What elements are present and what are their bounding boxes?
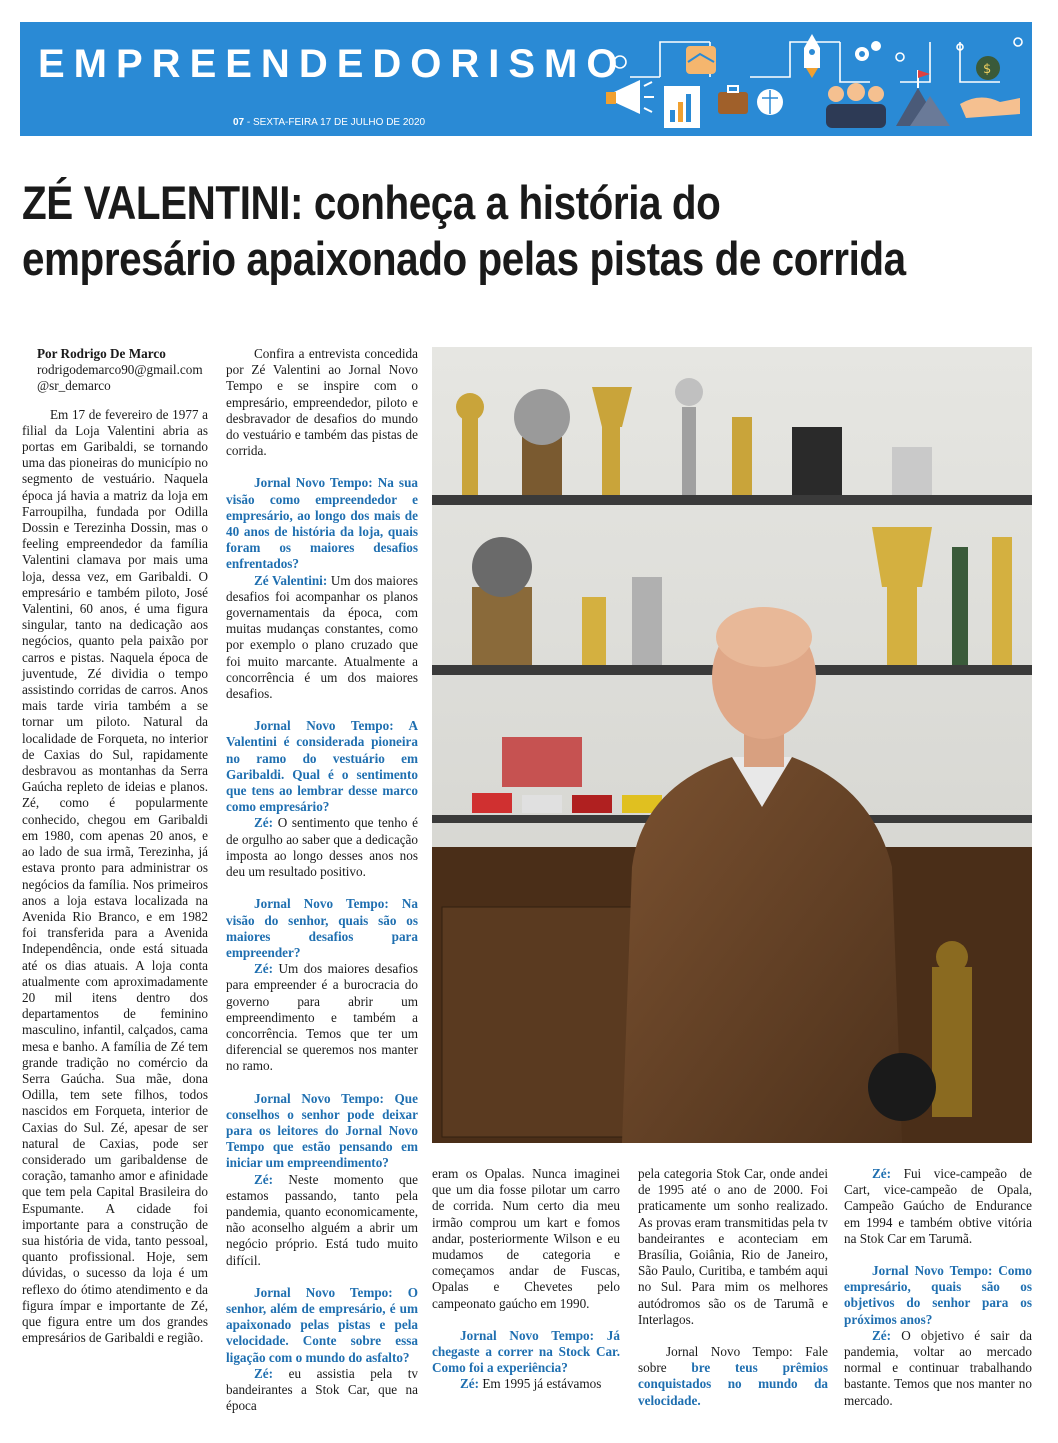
answer-5: Zé: eu assistia pela tv bandeirantes a Stok Car, que na época	[226, 1365, 418, 1414]
answer-3: Zé: Um dos maiores desafios para empreender é a burocracia do governo para abrir um empreendimento e também a concorrência. Temos que ter um diferencial se queremos nos manter no ramo.	[226, 961, 419, 1074]
question-2: Jornal Novo Tempo: A Valentini é considerada pioneira no ramo do vestuário em Garibaldi. Qual é o sentimento que tens ao lembrar desse marco como empresário?	[226, 718, 418, 815]
question-6: Jornal Novo Tempo: Já chegaste a correr na Stock Car. Como foi a experiência?	[432, 1327, 620, 1376]
column-5	[844, 1166, 1032, 1409]
question-1: Jornal Novo Tempo: Na sua visão como empreendedor e empresário, ao longo dos mais de 40 anos de história da loja, quais foram os maiores desafios enfrentados?	[226, 475, 418, 572]
chart-icon	[664, 86, 700, 128]
column-3	[432, 1166, 620, 1393]
question-7: Jornal Novo Tempo: Fale sobre bre teus prêmios conquistados no mundo da velocidade.	[638, 1344, 828, 1408]
interview-intro: Confira a entrevista concedida por Zé Valentini ao Jornal Novo Tempo e se inspire com o empresário, empreendedor, piloto e desbravador de desafios do mundo do vestuário e também das pistas de corrida.	[226, 346, 418, 459]
headline	[22, 175, 1037, 287]
answer-6-continued: pela categoria Stok Car, onde andei de 1995 até o ano de 2000. Foi praticamente um sonho realizado. As provas eram transmitidas pela tv bandeirantes e aconteciam em Brasília, Goiânia, Rio de Janeiro, São Paulo, Curitiba, e também aqui no Sul. Para mim os melhores autódromos são os de Tarumã e Interlagos.	[638, 1166, 828, 1327]
byline-email: rodrigodemarco90@gmail.com	[37, 362, 203, 378]
handshake-icon	[686, 46, 716, 74]
team-icon	[826, 83, 886, 128]
svg-text:$: $	[983, 62, 992, 77]
rocket-icon	[804, 34, 820, 78]
column-2	[226, 346, 418, 1414]
headline-line-2: empresário apaixonado pelas pistas de corrida	[22, 232, 906, 285]
article-lead: Em 17 de fevereiro de 1977 a filial da Loja Valentini abria as portas em Garibaldi, se tornando uma das pioneiras do município no segmento de vestuário. Naquela época já havia a matriz da loja em Farroupilha, fundada por Odilla Dossin e Terezinha Dossin, mas o feeling empreendedor da família Valentini clamava por mais uma loja, dessa vez, em Garibaldi. O empresário e também piloto, José Valentini, 60 anos, é uma figura singular, tanto na dedicação aos negócios, quanto pela paixão por carros e pistas. Naquela época de juventude, Zé dividia o tempo assistindo corridas de carros. Anos mais tarde viria também a se tornar um piloto. Natural da localidade de Forqueta, no interior de Caxias do Sul, rapidamente desbravou as montanhas da Serra Gaúcha repleto de ideias e planos. Zé, como é popularmente conhecido, chegou em Garibaldi em 1980, com apenas 20 anos, e ao lado de sua irmã, Terezinha, já estava pronto para administrar os negócios da família. Nos primeiros anos a loja estava localizada na Avenida Rio Branco, e em 1982 foi transferida para a Avenida Independência, onde está situada até os dias atuais. A loja conta atualmente com aproximadamente 20 mil itens dentro dos departamentos de feminino masculino, infantil, calçados, cama mesa e banho. A família de Zé tem grande tradição no comércio da Serra Gaúcha. Sua mãe, dona Odilla, tem sete filhos, todos nascidos em Forqueta, interior de Caxias do Sul. Zé, apesar de ser natural de Caxias, pode ser considerado um garibaldense de coração, tamanho amor e afinidade que tem pela Capital Brasileira do Espumante. A cidade foi importante para a construção de sua história de vida, tanto pessoal, quanto profissional. Hoje, sem dúvidas, o sucesso da loja é um reflexo do ótimo atendimento e da figura ímpar e importante de Zé, que figura entre um dos grandes empresários de Garibaldi e região.	[22, 406, 208, 1346]
banner-illustration	[600, 22, 1032, 136]
mountain-flag-icon	[896, 70, 950, 126]
answer-2: Zé: O sentimento que tenho é de orgulho ao saber que a dedicação imposta ao longo desses anos nos deu um resultado positivo.	[226, 815, 418, 880]
question-5: Jornal Novo Tempo: O senhor, além de empresário, é um apaixonado pelas pistas e pela velocidade. Conte sobre essa ligação com o mundo do asfalto?	[226, 1284, 418, 1365]
gears-icon	[855, 41, 881, 61]
answer-1: Zé Valentini: Um dos maiores desafios foi acompanhar os planos governamentais da época, com muitas mudanças constantes, como por exemplo o plano cruzado que foi muito marcante. Atualmente a concorrência é um dos maiores desafios.	[226, 572, 418, 702]
dateline	[233, 117, 425, 128]
answer-6: Zé: Em 1995 já estávamos	[460, 1376, 602, 1392]
answer-4: Zé: Neste momento que estamos passando, tanto pela pandemia, quanto economicamente, não aconselho alguém a abrir um negócio próprio. Está tudo muito difícil.	[226, 1171, 418, 1268]
byline-handle: @sr_demarco	[37, 378, 111, 394]
question-3: Jornal Novo Tempo: Na visão do senhor, quais são os maiores desafios para empreender?	[226, 896, 418, 960]
portrait-photo	[432, 347, 1032, 1143]
briefcase-icon	[718, 86, 748, 114]
page-number: 07	[233, 117, 245, 128]
column-4	[638, 1166, 828, 1409]
question-8: Jornal Novo Tempo: Como empresário, quais são os objetivos do senhor para os próximos anos?	[844, 1263, 1032, 1327]
date-text: - SEXTA-FEIRA 17 DE JULHO DE 2020	[246, 117, 426, 128]
megaphone-icon	[606, 80, 654, 114]
question-4: Jornal Novo Tempo: Que conselhos o senhor pode deixar para os leitores do Jornal Novo Tempo que estão pensando em iniciar um empreendimento?	[226, 1090, 418, 1171]
column-1	[22, 346, 208, 1346]
brain-icon	[757, 89, 783, 115]
section-title: EMPREENDEDORISMO	[38, 42, 627, 86]
money-hand-icon	[960, 56, 1020, 118]
answer-8: Zé: O objetivo é sair da pandemia, voltar ao mercado normal e continuar trabalhando bastante. Temos que nos manter no mercado.	[844, 1327, 1032, 1408]
answer-7: Zé: Fui vice-campeão de Cart, vice-campeão de Opala, Campeão Gaúcho de Endurance em 1994 e também obtive vitória na Stok Car em Tarumã.	[844, 1166, 1032, 1246]
byline-author: Por Rodrigo De Marco	[37, 346, 166, 361]
answer-5-continued: eram os Opalas. Nunca imaginei que um dia fosse pilotar um carro de corrida. Num certo dia meu irmão comprou um kart e fomos andar, posteriormente Wilson e eu mudamos de categoria e começamos andar de Fuscas, Opalas e Chevetes pelo campeonato gaúcho em 1990.	[432, 1166, 620, 1311]
headline-line-1: ZÉ VALENTINI: conheça a história do	[22, 176, 721, 229]
